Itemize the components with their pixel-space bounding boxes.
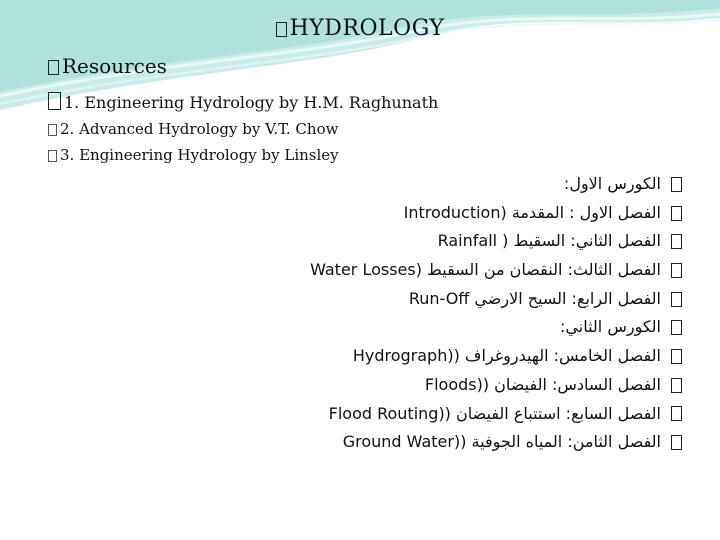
chapter-item: الفصل الخامس: الهيدروغراف ((Hydrograph	[262, 342, 682, 371]
bullet-box-icon	[671, 378, 682, 393]
bullet-box-icon	[48, 60, 59, 75]
bullet-box-icon	[671, 349, 682, 364]
chapter-item: الفصل الرابع: السيح الارضي Run-Off	[262, 285, 682, 314]
chapter-item: الفصل السادس: الفيضان ((Floods	[262, 371, 682, 400]
chapter-item: الفصل الثاني: السقيط ( Rainfall	[262, 227, 682, 256]
course-heading: الكورس الثاني:	[262, 313, 682, 342]
reference-item: 3. Engineering Hydrology by Linsley	[48, 142, 438, 168]
references-list	[48, 90, 438, 168]
reference-item: 1. Engineering Hydrology by H.M. Raghunath	[48, 90, 438, 116]
bullet-box-icon	[48, 92, 61, 110]
bullet-box-icon	[671, 292, 682, 307]
course-heading: الكورس الاول:	[262, 170, 682, 199]
bullet-box-icon	[671, 177, 682, 192]
bullet-box-icon	[276, 22, 287, 37]
bullet-box-icon	[671, 234, 682, 249]
bullet-box-icon	[671, 206, 682, 221]
bullet-box-icon	[48, 124, 57, 136]
bullet-box-icon	[671, 320, 682, 335]
bullet-box-icon	[48, 150, 57, 162]
bullet-box-icon	[671, 406, 682, 421]
chapter-item: الفصل الاول : المقدمة (Introduction	[262, 199, 682, 228]
resources-heading: Resources	[48, 54, 167, 78]
bullet-box-icon	[671, 435, 682, 450]
slide-title: HYDROLOGY	[0, 16, 720, 41]
chapter-item: الفصل السابع: استتباع الفيضان ((Flood Routing	[262, 400, 682, 429]
chapter-item: الفصل الثامن: المياه الجوفية ((Ground Water	[262, 428, 682, 457]
bullet-box-icon	[671, 263, 682, 278]
reference-item: 2. Advanced Hydrology by V.T. Chow	[48, 116, 438, 142]
chapter-item: الفصل الثالث: النقصان من السقيط (Water Losses	[262, 256, 682, 285]
course-outline-list	[262, 170, 682, 457]
